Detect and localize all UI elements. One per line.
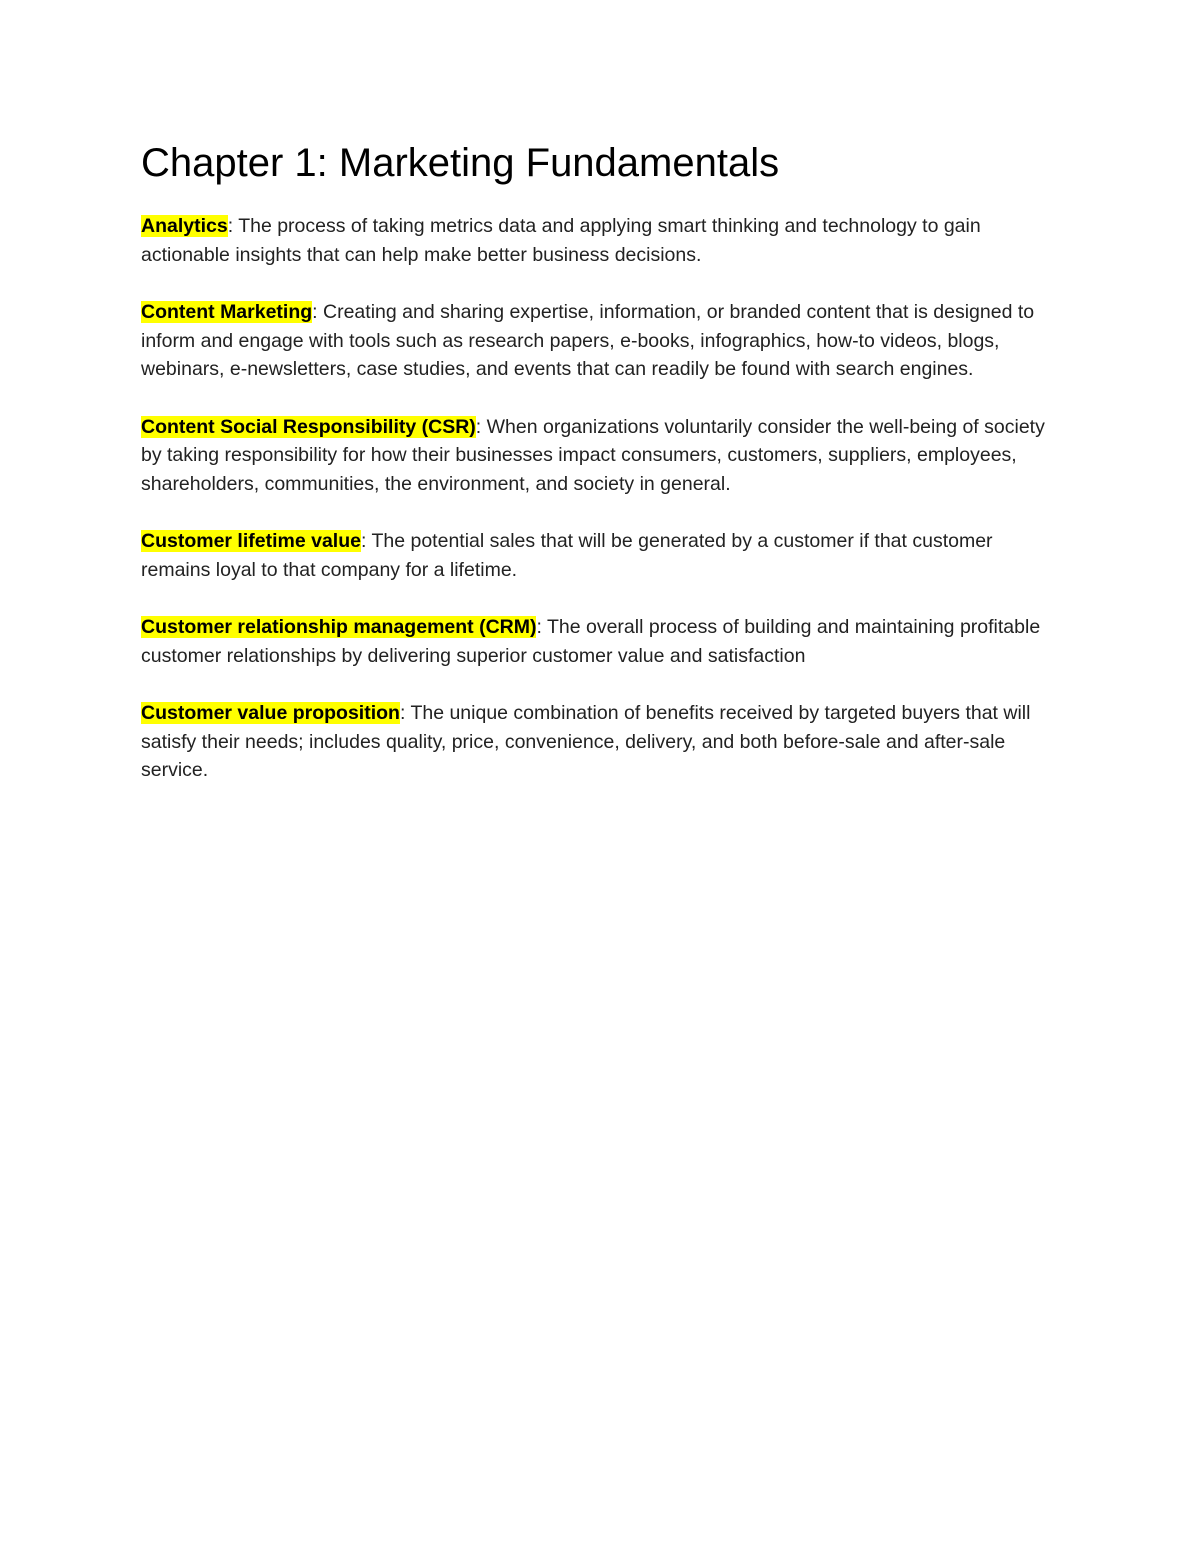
- glossary-definition: The overall process of building and maintaining profitable customer relationships by delivering superior customer value and satisfaction: [141, 616, 1041, 667]
- document-body: [141, 136, 1061, 814]
- glossary-definition: The potential sales that will be generated by a customer if that customer remains loyal to that company for a lifetime.: [141, 530, 993, 581]
- glossary-term: Customer relationship management (CRM): [141, 616, 537, 638]
- glossary-term: Content Social Responsibility (CSR): [141, 415, 476, 438]
- glossary-term: Analytics: [141, 215, 228, 237]
- glossary-term: Customer value proposition: [141, 702, 400, 724]
- term-separator: :: [536, 616, 547, 638]
- term-separator: :: [399, 702, 411, 724]
- glossary-definition: Creating and sharing expertise, information, or branded content that is designed to inform and engage with tools such as research papers, e-books, infographics, how-to videos, blogs, webinars, e-newsletters, case studies, and events that can readily be found with search engines.: [141, 301, 1035, 380]
- term-separator: :: [475, 415, 487, 438]
- term-separator: :: [312, 301, 324, 323]
- glossary-entry-content-marketing: [141, 298, 1061, 384]
- term-separator: :: [360, 530, 372, 552]
- term-separator: :: [227, 215, 239, 237]
- glossary-definition: When organizations voluntarily consider the well-being of society by taking responsibility for how their businesses impact consumers, customers, suppliers, employees, shareholders, communities, the environment, and society in general.: [141, 415, 1045, 495]
- glossary-entry-customer-lifetime-value: [141, 527, 1061, 584]
- glossary-entry-csr: [141, 413, 1061, 499]
- glossary-term: Content Marketing: [141, 301, 313, 323]
- glossary-definition: The unique combination of benefits received by targeted buyers that will satisfy their needs; includes quality, price, convenience, delivery, and both before-sale and after-sale service.: [141, 702, 1031, 781]
- page-title: Chapter 1: Marketing Fundamentals: [141, 141, 780, 185]
- glossary-definition: The process of taking metrics data and applying smart thinking and technology to gain actionable insights that can help make better business decisions.: [141, 215, 981, 266]
- glossary-entry-analytics: [141, 212, 1061, 269]
- glossary-entry-customer-value-proposition: [141, 699, 1061, 785]
- glossary-term: Customer lifetime value: [141, 530, 361, 552]
- glossary-entry-crm: [141, 613, 1061, 670]
